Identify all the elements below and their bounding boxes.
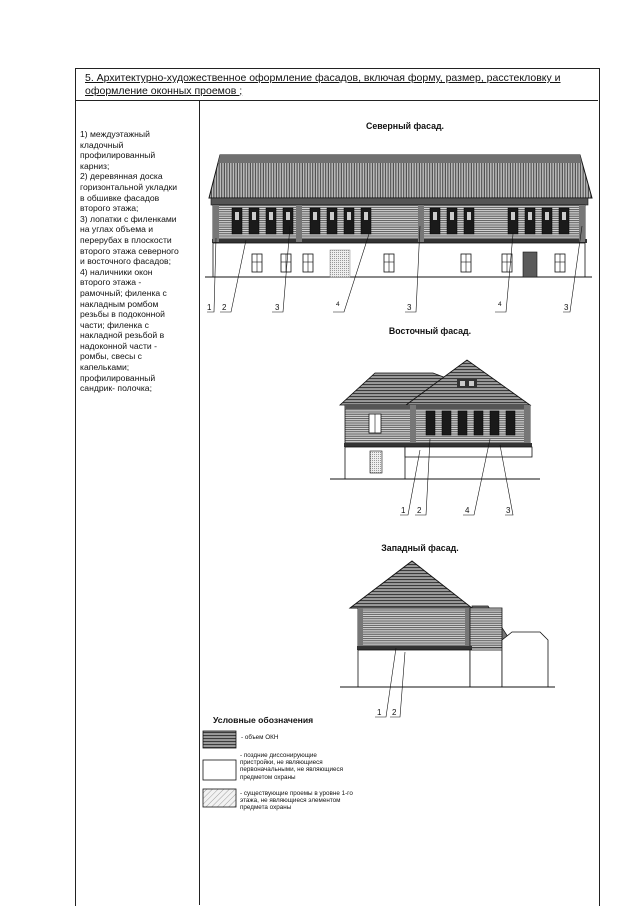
east-facade-drawing xyxy=(330,360,540,515)
description-line: профилированный xyxy=(80,372,156,383)
description-line: накладным ромбом xyxy=(80,298,159,309)
north-callout-2: 2 xyxy=(222,303,227,312)
description-line: капельками; xyxy=(80,362,130,373)
description-line: горизонтальной укладки xyxy=(80,181,178,192)
north-facade-drawing xyxy=(205,155,592,312)
west-callout-2: 2 xyxy=(392,708,397,717)
east-callout-4: 4 xyxy=(465,506,470,515)
legend-item-existing-openings: - существующие проемы в уровне 1-го этажа, не являющиеся элементом предмета охраны xyxy=(240,790,353,812)
legend-title: Условные обозначения xyxy=(213,715,314,725)
east-callout-1: 1 xyxy=(401,506,406,515)
description-line: надоконной части - xyxy=(80,340,157,351)
north-callout-4b: 4 xyxy=(498,301,502,308)
description-line: перерубах в плоскости xyxy=(80,234,172,245)
north-facade-title: Северный фасад. xyxy=(366,121,444,131)
north-callout-1: 1 xyxy=(207,303,212,312)
description-line: ромбы, свесы с xyxy=(80,351,142,362)
legend-swatch-later-additions xyxy=(203,760,236,780)
description-line: 1) междуэтажный xyxy=(80,129,150,139)
description-line: второго этажа северного xyxy=(80,245,179,256)
legend-swatch-existing-openings xyxy=(203,789,236,807)
description-line: второго этажа; xyxy=(80,203,139,214)
description-line: 2) деревянная доска xyxy=(80,171,163,182)
description-line: кладочный xyxy=(80,139,124,150)
description-line: на углах объема и xyxy=(80,224,154,235)
description-line: резьбы в подоконной xyxy=(80,309,165,320)
north-callout-4a: 4 xyxy=(336,301,340,308)
description-line: 3) лопатки с филенками xyxy=(80,213,177,224)
description-line: накладной резьбой в xyxy=(80,330,165,341)
description-line: 4) наличники окон xyxy=(80,266,153,277)
east-facade-title: Восточный фасад. xyxy=(388,326,472,336)
east-callout-3: 3 xyxy=(506,506,511,515)
legend-item-okn: - объем ОКН xyxy=(241,734,279,741)
west-callout-1: 1 xyxy=(377,708,382,717)
legend-item-later-additions: - поздние диссонирующие пристройки, не являющиеся первоначальными, не являющиеся предметом охраны xyxy=(240,752,344,781)
east-callout-2: 2 xyxy=(417,506,422,515)
description-line: части; филенка с xyxy=(80,319,149,330)
north-callout-3c: 3 xyxy=(564,303,569,312)
west-facade-title: Западный фасад. xyxy=(381,543,459,553)
description-line: сандрик- полочка; xyxy=(80,383,152,394)
description-line: карниз; xyxy=(80,160,110,171)
description-line: второго этажа - xyxy=(80,277,142,288)
description-line: рамочный; филенка с xyxy=(80,287,167,298)
north-callout-3b: 3 xyxy=(407,303,412,312)
legend-swatch-okn xyxy=(203,731,236,748)
west-facade-drawing xyxy=(340,561,555,717)
description-line: и восточного фасадов; xyxy=(80,256,171,267)
description-line: профилированный xyxy=(80,150,156,161)
north-callout-3a: 3 xyxy=(275,303,280,312)
section-title: 5. Архитектурно-художественное оформление фасадов, включая форму, размер, расстекловку и оформление оконных проемов ; xyxy=(85,72,561,97)
description-line: в обшивке фасадов xyxy=(80,192,160,203)
